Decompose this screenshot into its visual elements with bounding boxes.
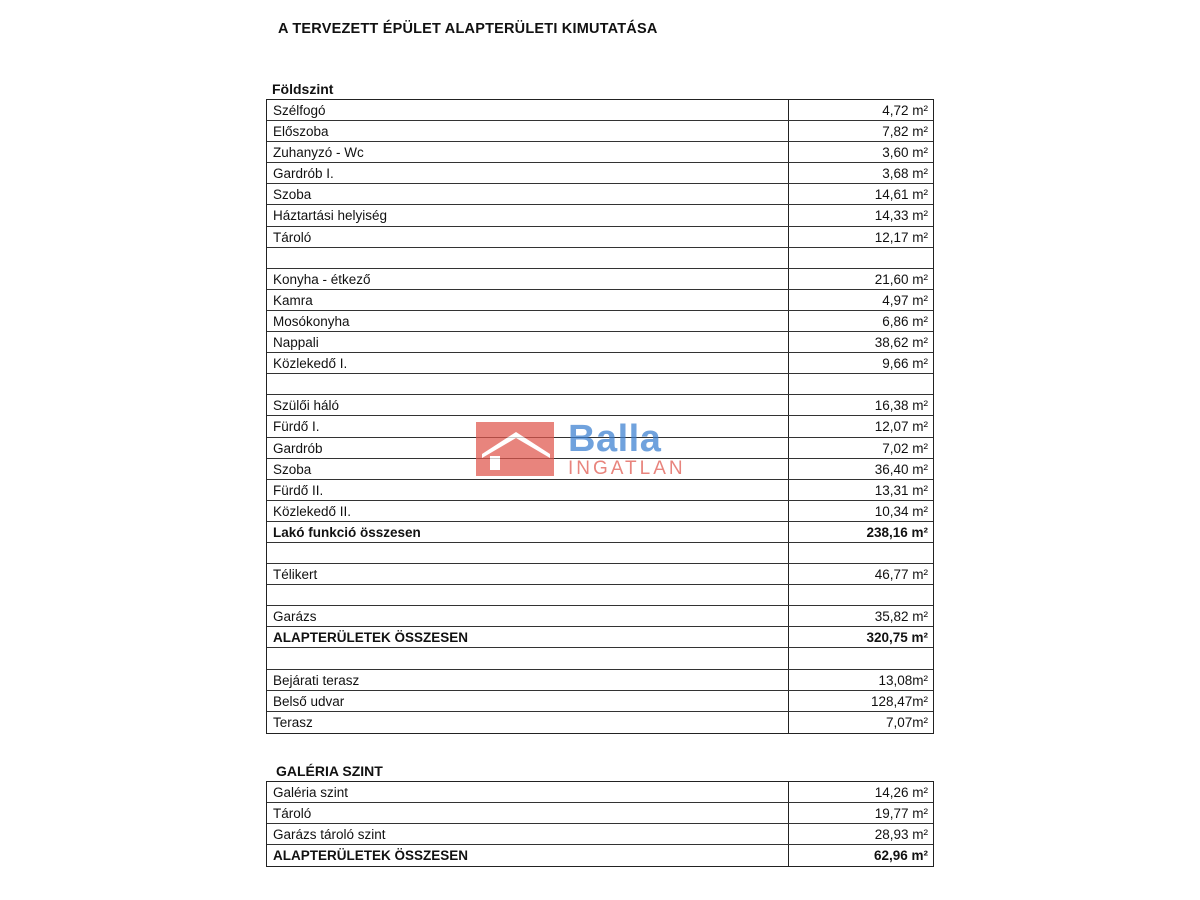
room-name: Szélfogó (267, 100, 789, 120)
room-name: Gardrób I. (267, 163, 789, 183)
table-row (267, 395, 933, 416)
room-area (789, 585, 933, 605)
room-name: Fürdő I. (267, 416, 789, 436)
table-row (267, 290, 933, 311)
room-area: 3,68 m² (882, 166, 928, 182)
watermark-brand: Balla (568, 418, 662, 460)
empty-row (267, 543, 933, 564)
room-name: Télikert (267, 564, 789, 584)
room-area: 14,26 m² (874, 785, 928, 800)
gallery-floor-label: GALÉRIA SZINT (276, 763, 383, 779)
room-name: Garázs (267, 606, 789, 626)
room-name: Nappali (267, 332, 789, 352)
ground-floor-table (266, 99, 934, 734)
room-area: 12,17 m² (874, 229, 928, 245)
room-name: Lakó funkció összesen (267, 522, 789, 542)
room-name: Előszoba (267, 121, 789, 141)
room-name: Galéria szint (267, 782, 789, 802)
room-area: 21,60 m² (874, 271, 928, 287)
table-row (267, 782, 933, 803)
table-row (267, 824, 933, 845)
table-row (267, 353, 933, 374)
room-area: 7,02 m² (882, 440, 928, 456)
room-name (267, 585, 789, 605)
room-area: 62,96 m² (873, 848, 928, 863)
room-area: 320,75 m² (866, 630, 928, 646)
room-name: Kamra (267, 290, 789, 310)
document-title: A TERVEZETT ÉPÜLET ALAPTERÜLETI KIMUTATÁSA (278, 21, 658, 37)
room-name: Zuhanyzó - Wc (267, 142, 789, 162)
room-area (789, 543, 933, 563)
room-area: 14,33 m² (874, 208, 928, 224)
room-name: Közlekedő II. (267, 501, 789, 521)
room-area: 12,07 m² (874, 419, 928, 435)
room-name: Fürdő II. (267, 480, 789, 500)
room-area: 46,77 m² (874, 567, 928, 583)
table-row (267, 227, 933, 248)
room-name (267, 543, 789, 563)
gallery-floor-table (266, 781, 934, 867)
table-row (267, 163, 933, 184)
room-name: Szoba (267, 184, 789, 204)
room-name: Terasz (267, 712, 789, 733)
room-name (267, 248, 789, 268)
room-area: 36,40 m² (874, 461, 928, 477)
room-name: Gardrób (267, 438, 789, 458)
empty-row (267, 374, 933, 395)
table-row (267, 480, 933, 501)
watermark-subtitle: INGATLAN (568, 458, 686, 479)
room-name: Szoba (267, 459, 789, 479)
room-area: 10,34 m² (874, 503, 928, 519)
ground-floor-label: Földszint (272, 81, 334, 97)
room-name: ALAPTERÜLETEK ÖSSZESEN (267, 845, 789, 866)
room-area: 7,82 m² (882, 124, 928, 140)
room-area: 28,93 m² (874, 827, 928, 842)
table-row (267, 712, 933, 733)
room-name (267, 648, 789, 668)
room-name: Mosókonyha (267, 311, 789, 331)
table-row (267, 100, 933, 121)
room-area: 4,72 m² (882, 103, 928, 118)
empty-row (267, 648, 933, 669)
table-row (267, 269, 933, 290)
room-area: 7,07m² (885, 714, 928, 730)
room-name: Tároló (267, 227, 789, 247)
table-row (267, 803, 933, 824)
room-name: Konyha - étkező (267, 269, 789, 289)
room-area: 13,08m² (878, 672, 928, 688)
room-name: ALAPTERÜLETEK ÖSSZESEN (267, 627, 789, 647)
empty-row (267, 248, 933, 269)
table-row (267, 205, 933, 226)
table-row (267, 311, 933, 332)
room-area: 238,16 m² (866, 524, 928, 540)
table-row (267, 121, 933, 142)
room-name: Belső udvar (267, 691, 789, 711)
room-area: 38,62 m² (874, 335, 928, 351)
room-area: 6,86 m² (882, 313, 928, 329)
room-name (267, 374, 789, 394)
room-area: 128,47m² (870, 693, 928, 709)
balla-ingatlan-watermark (476, 420, 728, 478)
total-row (267, 522, 933, 543)
room-area (789, 248, 933, 268)
table-row (267, 142, 933, 163)
room-area (789, 648, 933, 668)
room-name: Tároló (267, 803, 789, 823)
table-row (267, 332, 933, 353)
table-row (267, 501, 933, 522)
room-area: 3,60 m² (882, 145, 928, 161)
room-name: Háztartási helyiség (267, 205, 789, 225)
room-name: Garázs tároló szint (267, 824, 789, 844)
house-logo-icon (476, 420, 560, 478)
room-area: 9,66 m² (882, 356, 928, 372)
total-row (267, 627, 933, 648)
table-row (267, 670, 933, 691)
empty-row (267, 585, 933, 606)
table-row (267, 564, 933, 585)
room-name: Közlekedő I. (267, 353, 789, 373)
room-area: 35,82 m² (874, 609, 928, 625)
room-area: 4,97 m² (882, 292, 928, 308)
table-row (267, 184, 933, 205)
room-area: 13,31 m² (874, 482, 928, 498)
room-name: Bejárati terasz (267, 670, 789, 690)
room-area (789, 374, 933, 394)
room-name: Szülői háló (267, 395, 789, 415)
room-area: 16,38 m² (874, 398, 928, 414)
table-row (267, 691, 933, 712)
table-row (267, 606, 933, 627)
room-area: 19,77 m² (874, 806, 928, 821)
total-row (267, 845, 933, 866)
room-area: 14,61 m² (874, 187, 928, 203)
